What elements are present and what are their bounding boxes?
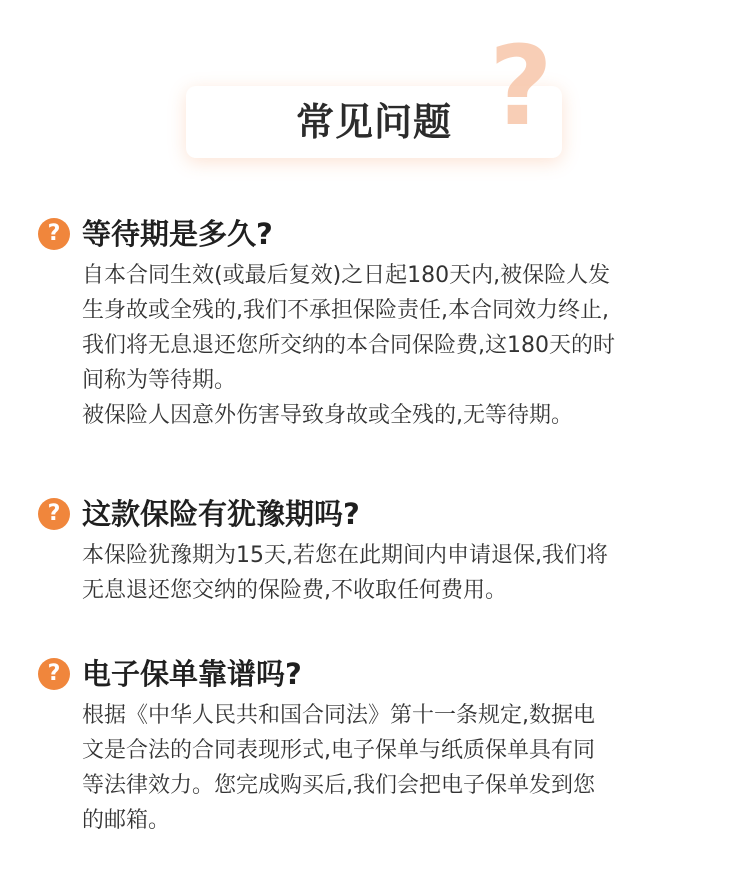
faq-item-electronic-policy [38, 654, 718, 838]
page-header [186, 22, 562, 158]
faq-answer-line: 文是合法的合同表现形式,电子保单与纸质保单具有同 [82, 738, 595, 763]
faq-question-row [38, 494, 718, 534]
faq-answer-line: 被保险人因意外伤害导致身故或全残的,无等待期。 [82, 403, 573, 428]
faq-question: 等待期是多久? [82, 217, 273, 251]
faq-question-row [38, 214, 718, 254]
faq-question: 电子保单靠谱吗? [82, 657, 302, 691]
faq-item-cooling-off [38, 494, 718, 608]
page-title: 常见问题 [295, 100, 452, 144]
faq-answer [82, 538, 718, 608]
faq-answer-line: 间称为等待期。 [82, 368, 237, 393]
faq-answer-line: 等法律效力。您完成购买后,我们会把电子保单发到您 [82, 773, 595, 798]
faq-answer-line: 无息退还您交纳的保险费,不收取任何费用。 [82, 578, 507, 603]
faq-answer-line: 生身故或全残的,我们不承担保险责任,本合同效力终止, [82, 298, 609, 323]
faq-answer-line: 本保险犹豫期为15天,若您在此期间内申请退保,我们将 [82, 543, 608, 568]
faq-answer [82, 698, 718, 838]
question-circle-icon: ? [38, 218, 70, 250]
question-circle-icon: ? [38, 498, 70, 530]
faq-answer-line: 根据《中华人民共和国合同法》第十一条规定,数据电 [82, 703, 595, 728]
faq-answer-line: 的邮箱。 [82, 808, 171, 833]
question-circle-icon: ? [38, 658, 70, 690]
faq-answer-line: 自本合同生效(或最后复效)之日起180天内,被保险人发 [82, 263, 611, 288]
faq-answer-line: 我们将无息退还您所交纳的本合同保险费,这180天的时 [82, 333, 615, 358]
faq-question-row [38, 654, 718, 694]
faq-question: 这款保险有犹豫期吗? [82, 497, 360, 531]
faq-item-waiting-period [38, 214, 718, 433]
faq-answer [82, 258, 718, 433]
question-mark-decoration-icon: ? [489, 22, 553, 150]
